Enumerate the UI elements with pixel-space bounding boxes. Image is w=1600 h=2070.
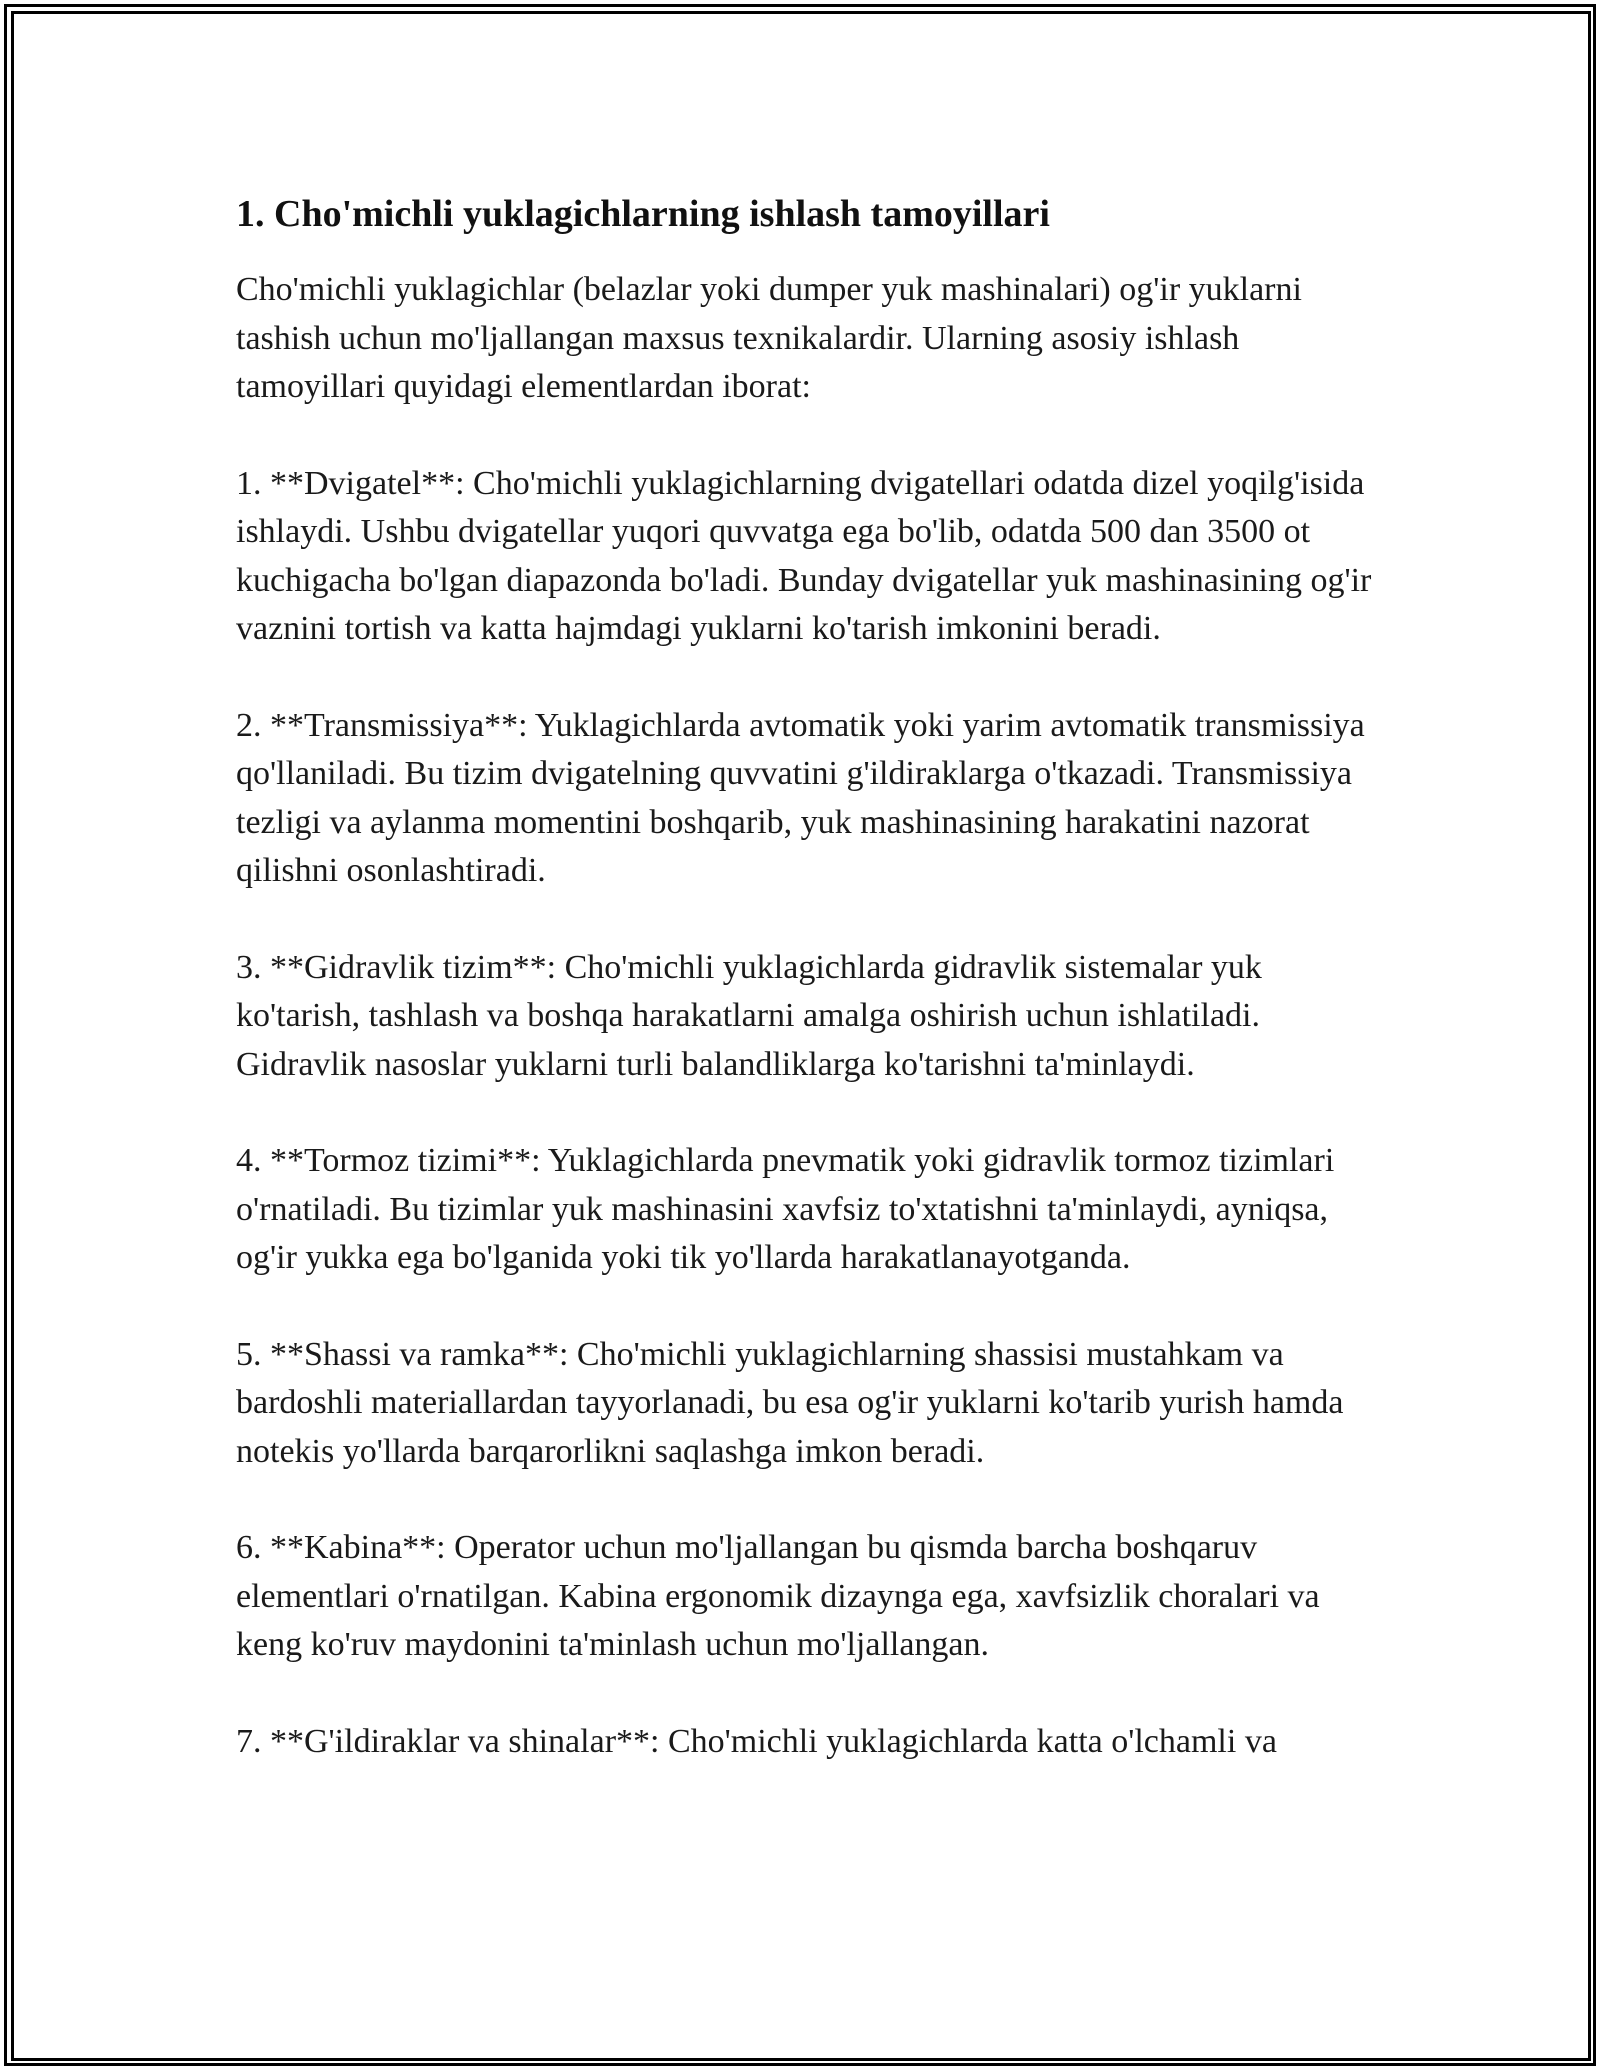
list-item-gildiraklar: 7. **G'ildiraklar va shinalar**: Cho'michli yuklagichlarda katta o'lchamli va: [236, 1722, 1277, 1760]
document-body: [236, 188, 1386, 1814]
list-item-transmissiya: 2. **Transmissiya**: Yuklagichlarda avtomatik yoki yarim avtomatik transmissiya qo'llaniladi. Bu tizim dvigatelning quvvatini g'ildiraklarga o'tkazadi. Transmissiya tezligi va aylanma momentini boshqarib, yuk mashinasining harakatini nazorat qilishni osonlashtiradi.: [236, 706, 1365, 889]
list-item-tormoz-tizimi: 4. **Tormoz tizimi**: Yuklagichlarda pnevmatik yoki gidravlik tormoz tizimlari o'rnatiladi. Bu tizimlar yuk mashinasini xavfsiz to'xtatishni ta'minlaydi, ayniqsa, og'ir yukka ega bo'lganida yoki tik yo'llarda harakatlanayotganda.: [236, 1142, 1335, 1276]
list-item-gidravlik-tizim: 3. **Gidravlik tizim**: Cho'michli yuklagichlarda gidravlik sistemalar yuk ko'tarish, tashlash va boshqa harakatlarni amalga oshirish uchun ishlatiladi. Gidravlik nasoslar yuklarni turli balandliklarga ko'tarishni ta'minlaydi.: [236, 948, 1262, 1083]
list-item-kabina: 6. **Kabina**: Operator uchun mo'ljallangan bu qismda barcha boshqaruv elementlari o'rnatilgan. Kabina ergonomik dizaynga ega, xavfsizlik choralari va keng ko'ruv maydonini ta'minlash uchun mo'ljallangan.: [236, 1529, 1320, 1663]
list-item-dvigatel: 1. **Dvigatel**: Cho'michli yuklagichlarning dvigatellari odatda dizel yoqilg'isida ishlaydi. Ushbu dvigatellar yuqori quvvatga ega bo'lib, odatda 500 dan 3500 ot kuchigacha bo'lgan diapazonda bo'ladi. Bunday dvigatellar yuk mashinasining og'ir vaznini tortish va katta hajmdagi yuklarni ko'tarish imkonini beradi.: [236, 464, 1372, 647]
intro-paragraph: Cho'michli yuklagichlar (belazlar yoki dumper yuk mashinalari) og'ir yuklarni tashish uchun mo'ljallangan maxsus texnikalardir. Ularning asosiy ishlash tamoyillari quyidagi elementlardan iborat:: [236, 271, 1302, 405]
section-heading: 1. Cho'michli yuklagichlarning ishlash tamoyillari: [236, 193, 1050, 235]
list-item-shassi-va-ramka: 5. **Shassi va ramka**: Cho'michli yuklagichlarning shassisi mustahkam va bardoshli materiallardan tayyorlanadi, bu esa og'ir yuklarni ko'tarib yurish hamda notekis yo'llarda barqarorlikni saqlashga imkon beradi.: [236, 1335, 1344, 1470]
